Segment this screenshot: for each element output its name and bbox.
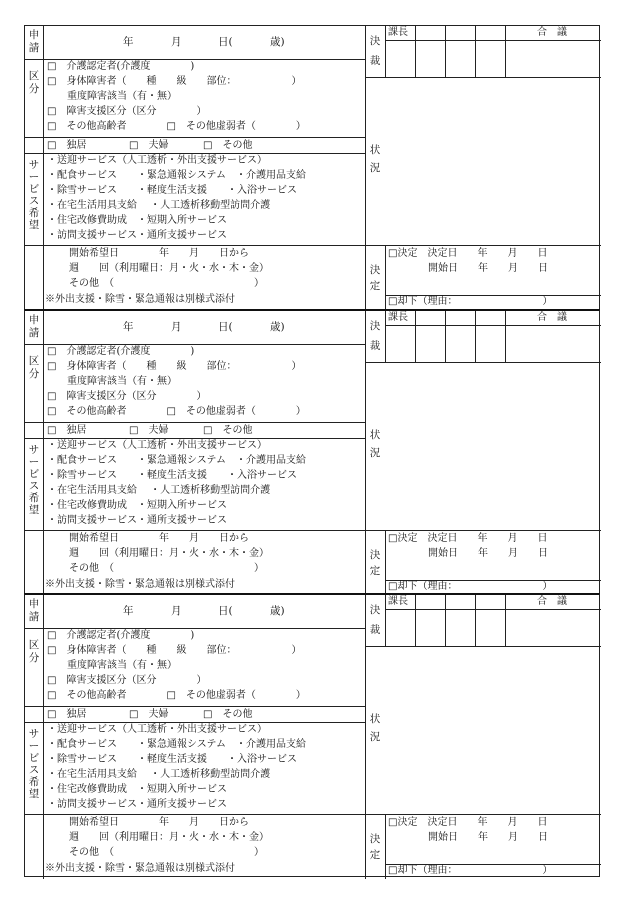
other-elderly-option[interactable]: □ その他高齢者 □ その他虚弱者（ ） xyxy=(47,121,306,132)
start-date-line: 開始希望日 年 月 日から xyxy=(69,817,249,828)
age-label: 歳) xyxy=(270,605,285,617)
start-date-decision-line: 開始日 年 月 日 xyxy=(388,263,548,274)
status-label: 状況 xyxy=(369,144,381,174)
disability-support-option[interactable]: □ 障害支援区分（区分 ） xyxy=(47,675,207,686)
date-day-label: 日( xyxy=(218,321,233,333)
application-label: 申請 xyxy=(28,29,40,54)
couple-option[interactable]: □ 夫婦 xyxy=(129,140,169,151)
application-label: 申請 xyxy=(28,314,40,339)
rejection-line[interactable]: □却下（理由： ） xyxy=(388,865,553,876)
age-label: 歳) xyxy=(270,321,285,333)
decision-date-line[interactable]: □決定 決定日 年 月 日 xyxy=(388,817,548,828)
service-line: ・在宅生活用具支給 ・人工透析移動型訪問介護 xyxy=(47,769,271,780)
couple-option[interactable]: □ 夫婦 xyxy=(129,709,169,720)
date-day-label: 日( xyxy=(218,605,233,617)
service-request-label: サービス希望 xyxy=(28,444,40,516)
service-line: ・配食サービス ・緊急通報システム ・介護用品支給 xyxy=(47,170,306,181)
service-request-label: サービス希望 xyxy=(28,728,40,800)
other-household-option[interactable]: □ その他 xyxy=(203,709,253,720)
section-chief-label: 課長 xyxy=(388,596,408,607)
service-line: ・在宅生活用具支給 ・人工透析移動型訪問介護 xyxy=(47,485,271,496)
care-certified-option[interactable]: □ 介護認定者(介護度 ) xyxy=(47,630,195,641)
status-label: 状況 xyxy=(369,713,381,743)
disability-support-option[interactable]: □ 障害支援区分（区分 ） xyxy=(47,106,207,117)
severe-disability-line: 重度障害該当（有・無） xyxy=(47,91,177,102)
decision-label: 決定 xyxy=(369,264,381,292)
care-certified-option[interactable]: □ 介護認定者(介護度 ) xyxy=(47,346,195,357)
service-line: ・除雪サービス ・軽度生活支援 ・入浴サービス xyxy=(47,754,297,765)
decision-date-line[interactable]: □決定 決定日 年 月 日 xyxy=(388,533,548,544)
service-line: ・除雪サービス ・軽度生活支援 ・入浴サービス xyxy=(47,470,297,481)
date-month-label: 月 xyxy=(171,36,182,48)
service-line: ・住宅改修費助成 ・短期入所サービス xyxy=(47,500,227,511)
service-line: ・訪問支援サービス・通所支援サービス xyxy=(47,515,227,526)
disability-support-option[interactable]: □ 障害支援区分（区分 ） xyxy=(47,391,207,402)
age-label: 歳) xyxy=(270,36,285,48)
other-usage-line: その他 （ ） xyxy=(69,563,264,574)
date-day-label: 日( xyxy=(218,36,233,48)
weekly-usage-line: 週 回（利用曜日：月・火・水・木・金） xyxy=(69,832,269,843)
decision-label: 決定 xyxy=(369,549,381,577)
start-date-line: 開始希望日 年 月 日から xyxy=(69,248,249,259)
other-elderly-option[interactable]: □ その他高齢者 □ その他虚弱者（ ） xyxy=(47,690,306,701)
decision-date-line[interactable]: □決定 決定日 年 月 日 xyxy=(388,248,548,259)
start-date-decision-line: 開始日 年 月 日 xyxy=(388,548,548,559)
status-label: 状況 xyxy=(369,429,381,459)
attachment-note: ※外出支援・除雪・緊急通報は別様式添付 xyxy=(45,294,235,305)
couple-option[interactable]: □ 夫婦 xyxy=(129,425,169,436)
care-certified-option[interactable]: □ 介護認定者(介護度 ) xyxy=(47,61,195,72)
physically-disabled-option[interactable]: □ 身体障害者（ 種 級 部位： ） xyxy=(47,645,302,656)
date-year-label: 年 xyxy=(123,36,134,48)
rejection-line[interactable]: □却下（理由： ） xyxy=(388,581,553,592)
category-label: 区分 xyxy=(28,70,40,95)
decision-label: 決定 xyxy=(369,833,381,861)
date-year-label: 年 xyxy=(123,321,134,333)
weekly-usage-line: 週 回（利用曜日：月・火・水・木・金） xyxy=(69,263,269,274)
attachment-note: ※外出支援・除雪・緊急通報は別様式添付 xyxy=(45,579,235,590)
service-request-label: サービス希望 xyxy=(28,159,40,231)
category-label: 区分 xyxy=(28,639,40,664)
consultation-label: 合 議 xyxy=(537,596,567,607)
service-line: ・送迎サービス（人工透析・外出支援サービス） xyxy=(47,155,267,166)
service-line: ・住宅改修費助成 ・短期入所サービス xyxy=(47,784,227,795)
service-line: ・配食サービス ・緊急通報システム ・介護用品支給 xyxy=(47,455,306,466)
living-alone-option[interactable]: □ 独居 xyxy=(47,140,87,151)
section-chief-label: 課長 xyxy=(388,312,408,323)
start-date-line: 開始希望日 年 月 日から xyxy=(69,533,249,544)
date-month-label: 月 xyxy=(171,321,182,333)
service-line: ・送迎サービス（人工透析・外出支援サービス） xyxy=(47,440,267,451)
start-date-decision-line: 開始日 年 月 日 xyxy=(388,832,548,843)
approval-label: 決裁 xyxy=(369,35,381,67)
physically-disabled-option[interactable]: □ 身体障害者（ 種 級 部位： ） xyxy=(47,361,302,372)
application-label: 申請 xyxy=(28,598,40,623)
date-year-label: 年 xyxy=(123,605,134,617)
service-line: ・住宅改修費助成 ・短期入所サービス xyxy=(47,215,227,226)
category-label: 区分 xyxy=(28,355,40,380)
date-month-label: 月 xyxy=(171,605,182,617)
living-alone-option[interactable]: □ 独居 xyxy=(47,425,87,436)
application-form xyxy=(24,593,600,877)
service-line: ・除雪サービス ・軽度生活支援 ・入浴サービス xyxy=(47,185,297,196)
living-alone-option[interactable]: □ 独居 xyxy=(47,709,87,720)
approval-label: 決裁 xyxy=(369,604,381,636)
application-form xyxy=(24,309,600,593)
other-household-option[interactable]: □ その他 xyxy=(203,140,253,151)
other-usage-line: その他 （ ） xyxy=(69,278,264,289)
weekly-usage-line: 週 回（利用曜日：月・火・水・木・金） xyxy=(69,548,269,559)
service-line: ・在宅生活用具支給 ・人工透析移動型訪問介護 xyxy=(47,200,271,211)
attachment-note: ※外出支援・除雪・緊急通報は別様式添付 xyxy=(45,863,235,874)
section-chief-label: 課長 xyxy=(388,27,408,38)
service-line: ・訪問支援サービス・通所支援サービス xyxy=(47,230,227,241)
approval-label: 決裁 xyxy=(369,320,381,352)
physically-disabled-option[interactable]: □ 身体障害者（ 種 級 部位： ） xyxy=(47,76,302,87)
consultation-label: 合 議 xyxy=(537,27,567,38)
service-line: ・訪問支援サービス・通所支援サービス xyxy=(47,799,227,810)
service-line: ・配食サービス ・緊急通報システム ・介護用品支給 xyxy=(47,739,306,750)
service-line: ・送迎サービス（人工透析・外出支援サービス） xyxy=(47,724,267,735)
other-usage-line: その他 （ ） xyxy=(69,847,264,858)
consultation-label: 合 議 xyxy=(537,312,567,323)
severe-disability-line: 重度障害該当（有・無） xyxy=(47,376,177,387)
other-household-option[interactable]: □ その他 xyxy=(203,425,253,436)
rejection-line[interactable]: □却下（理由： ） xyxy=(388,296,553,307)
application-form xyxy=(24,25,600,309)
severe-disability-line: 重度障害該当（有・無） xyxy=(47,660,177,671)
other-elderly-option[interactable]: □ その他高齢者 □ その他虚弱者（ ） xyxy=(47,406,306,417)
